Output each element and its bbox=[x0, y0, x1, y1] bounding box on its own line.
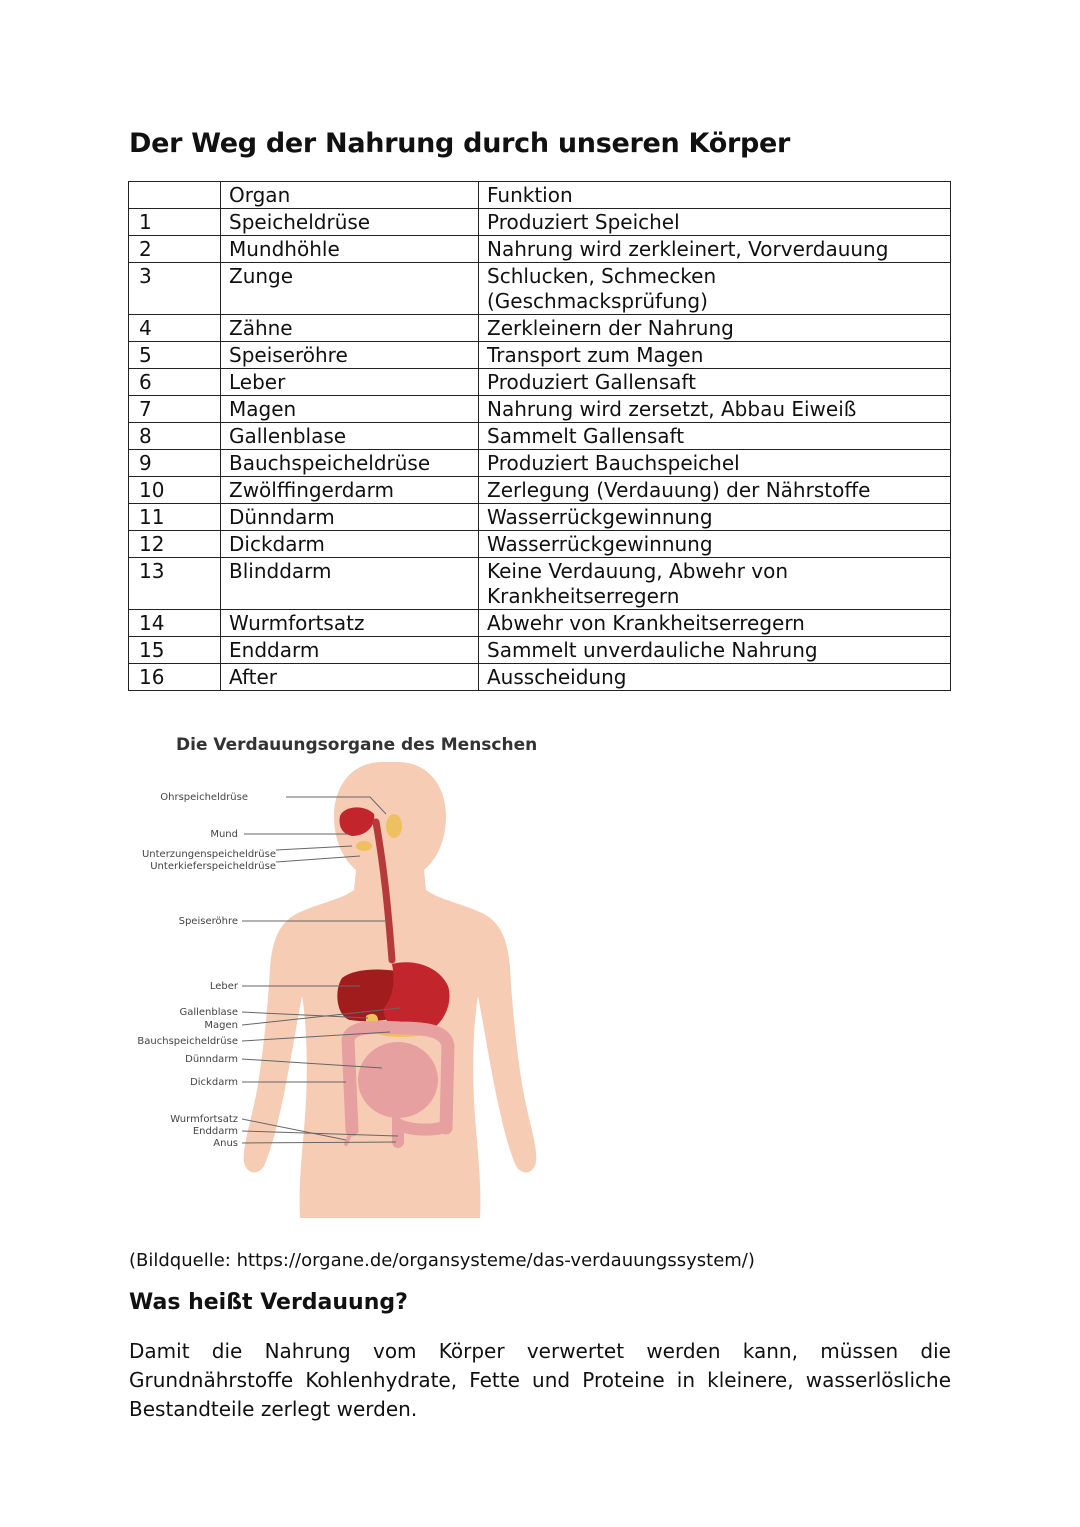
row-function: Zerkleinern der Nahrung bbox=[479, 315, 951, 342]
row-number: 16 bbox=[129, 664, 221, 691]
table-row bbox=[129, 396, 951, 423]
label-unterkiefer: Unterkieferspeicheldrüse bbox=[150, 861, 276, 872]
row-function: Produziert Gallensaft bbox=[479, 369, 951, 396]
row-number: 15 bbox=[129, 637, 221, 664]
section-text: Damit die Nahrung vom Körper verwertet werden kann, müssen die Grundnährstoffe Kohlenhydrate, Fette und Proteine in kleinere, wasserlösliche Bestandteile zerlegt werden. bbox=[129, 1339, 951, 1421]
table-row bbox=[129, 558, 951, 610]
row-number: 1 bbox=[129, 209, 221, 236]
digestive-organs-figure bbox=[130, 728, 570, 1228]
row-function: Transport zum Magen bbox=[479, 342, 951, 369]
organ-function-table bbox=[128, 181, 951, 691]
row-organ: Blinddarm bbox=[221, 558, 479, 610]
digestive-organs-illustration bbox=[130, 728, 570, 1228]
table-row bbox=[129, 369, 951, 396]
row-function: Schlucken, Schmecken (Geschmacksprüfung) bbox=[479, 263, 951, 315]
row-number: 5 bbox=[129, 342, 221, 369]
row-organ: Gallenblase bbox=[221, 423, 479, 450]
figure-labels bbox=[137, 792, 276, 1149]
header-function: Funktion bbox=[479, 182, 951, 209]
label-anus: Anus bbox=[213, 1138, 238, 1149]
header-organ: Organ bbox=[221, 182, 479, 209]
row-number: 9 bbox=[129, 450, 221, 477]
label-enddarm: Enddarm bbox=[192, 1126, 238, 1137]
label-duenndarm: Dünndarm bbox=[185, 1054, 238, 1065]
row-number: 12 bbox=[129, 531, 221, 558]
row-organ: Dünndarm bbox=[221, 504, 479, 531]
row-number: 8 bbox=[129, 423, 221, 450]
figure-title: Die Verdauungsorgane des Menschen bbox=[176, 735, 538, 755]
label-speiseroehre: Speiseröhre bbox=[178, 916, 238, 927]
row-organ: Wurmfortsatz bbox=[221, 610, 479, 637]
row-organ: Leber bbox=[221, 369, 479, 396]
row-organ: Zwölffingerdarm bbox=[221, 477, 479, 504]
label-dickdarm: Dickdarm bbox=[190, 1077, 238, 1088]
table-row bbox=[129, 531, 951, 558]
label-bauchspeicheldruese: Bauchspeicheldrüse bbox=[137, 1036, 238, 1047]
row-organ: Mundhöhle bbox=[221, 236, 479, 263]
row-function: Sammelt Gallensaft bbox=[479, 423, 951, 450]
row-organ: Zähne bbox=[221, 315, 479, 342]
header-number bbox=[129, 182, 221, 209]
row-number: 2 bbox=[129, 236, 221, 263]
row-function: Sammelt unverdauliche Nahrung bbox=[479, 637, 951, 664]
table-row bbox=[129, 664, 951, 691]
row-number: 7 bbox=[129, 396, 221, 423]
row-number: 11 bbox=[129, 504, 221, 531]
table-row bbox=[129, 315, 951, 342]
row-function: Produziert Speichel bbox=[479, 209, 951, 236]
table-row bbox=[129, 477, 951, 504]
table-row bbox=[129, 423, 951, 450]
row-function: Nahrung wird zerkleinert, Vorverdauung bbox=[479, 236, 951, 263]
label-ohrspeicheldruese: Ohrspeicheldrüse bbox=[160, 792, 248, 803]
row-organ: Zunge bbox=[221, 263, 479, 315]
row-number: 14 bbox=[129, 610, 221, 637]
table-row bbox=[129, 504, 951, 531]
row-function: Produziert Bauchspeichel bbox=[479, 450, 951, 477]
row-function: Wasserrückgewinnung bbox=[479, 531, 951, 558]
row-function: Nahrung wird zersetzt, Abbau Eiweiß bbox=[479, 396, 951, 423]
row-function: Ausscheidung bbox=[479, 664, 951, 691]
row-number: 6 bbox=[129, 369, 221, 396]
row-number: 4 bbox=[129, 315, 221, 342]
label-wurmfortsatz: Wurmfortsatz bbox=[170, 1114, 238, 1125]
sublingual-gland bbox=[356, 841, 372, 851]
row-number: 10 bbox=[129, 477, 221, 504]
label-leber: Leber bbox=[209, 981, 238, 992]
image-source: (Bildquelle: https://organe.de/organsysteme/das-verdauungssystem/) bbox=[129, 1250, 755, 1271]
row-organ: Speiseröhre bbox=[221, 342, 479, 369]
row-function: Wasserrückgewinnung bbox=[479, 504, 951, 531]
row-number: 3 bbox=[129, 263, 221, 315]
page-title: Der Weg der Nahrung durch unseren Körper bbox=[129, 128, 791, 159]
table-header-row bbox=[129, 182, 951, 209]
row-organ: Dickdarm bbox=[221, 531, 479, 558]
table-row bbox=[129, 450, 951, 477]
row-organ: After bbox=[221, 664, 479, 691]
section-title: Was heißt Verdauung? bbox=[129, 1290, 408, 1315]
parotid-gland bbox=[386, 814, 402, 838]
label-gallenblase: Gallenblase bbox=[179, 1007, 238, 1018]
label-unterzungen: Unterzungenspeicheldrüse bbox=[141, 849, 276, 860]
row-function: Abwehr von Krankheitserregern bbox=[479, 610, 951, 637]
table-row bbox=[129, 263, 951, 315]
row-organ: Magen bbox=[221, 396, 479, 423]
label-magen: Magen bbox=[204, 1020, 238, 1031]
table-row bbox=[129, 610, 951, 637]
label-mund: Mund bbox=[210, 829, 238, 840]
row-function: Keine Verdauung, Abwehr von Krankheitserregern bbox=[479, 558, 951, 610]
table-row bbox=[129, 342, 951, 369]
table-row bbox=[129, 637, 951, 664]
small-intestine bbox=[358, 1042, 438, 1118]
row-number: 13 bbox=[129, 558, 221, 610]
row-organ: Bauchspeicheldrüse bbox=[221, 450, 479, 477]
table-row bbox=[129, 209, 951, 236]
row-function: Zerlegung (Verdauung) der Nährstoffe bbox=[479, 477, 951, 504]
row-organ: Speicheldrüse bbox=[221, 209, 479, 236]
table-body bbox=[129, 209, 951, 691]
row-organ: Enddarm bbox=[221, 637, 479, 664]
table-row bbox=[129, 236, 951, 263]
